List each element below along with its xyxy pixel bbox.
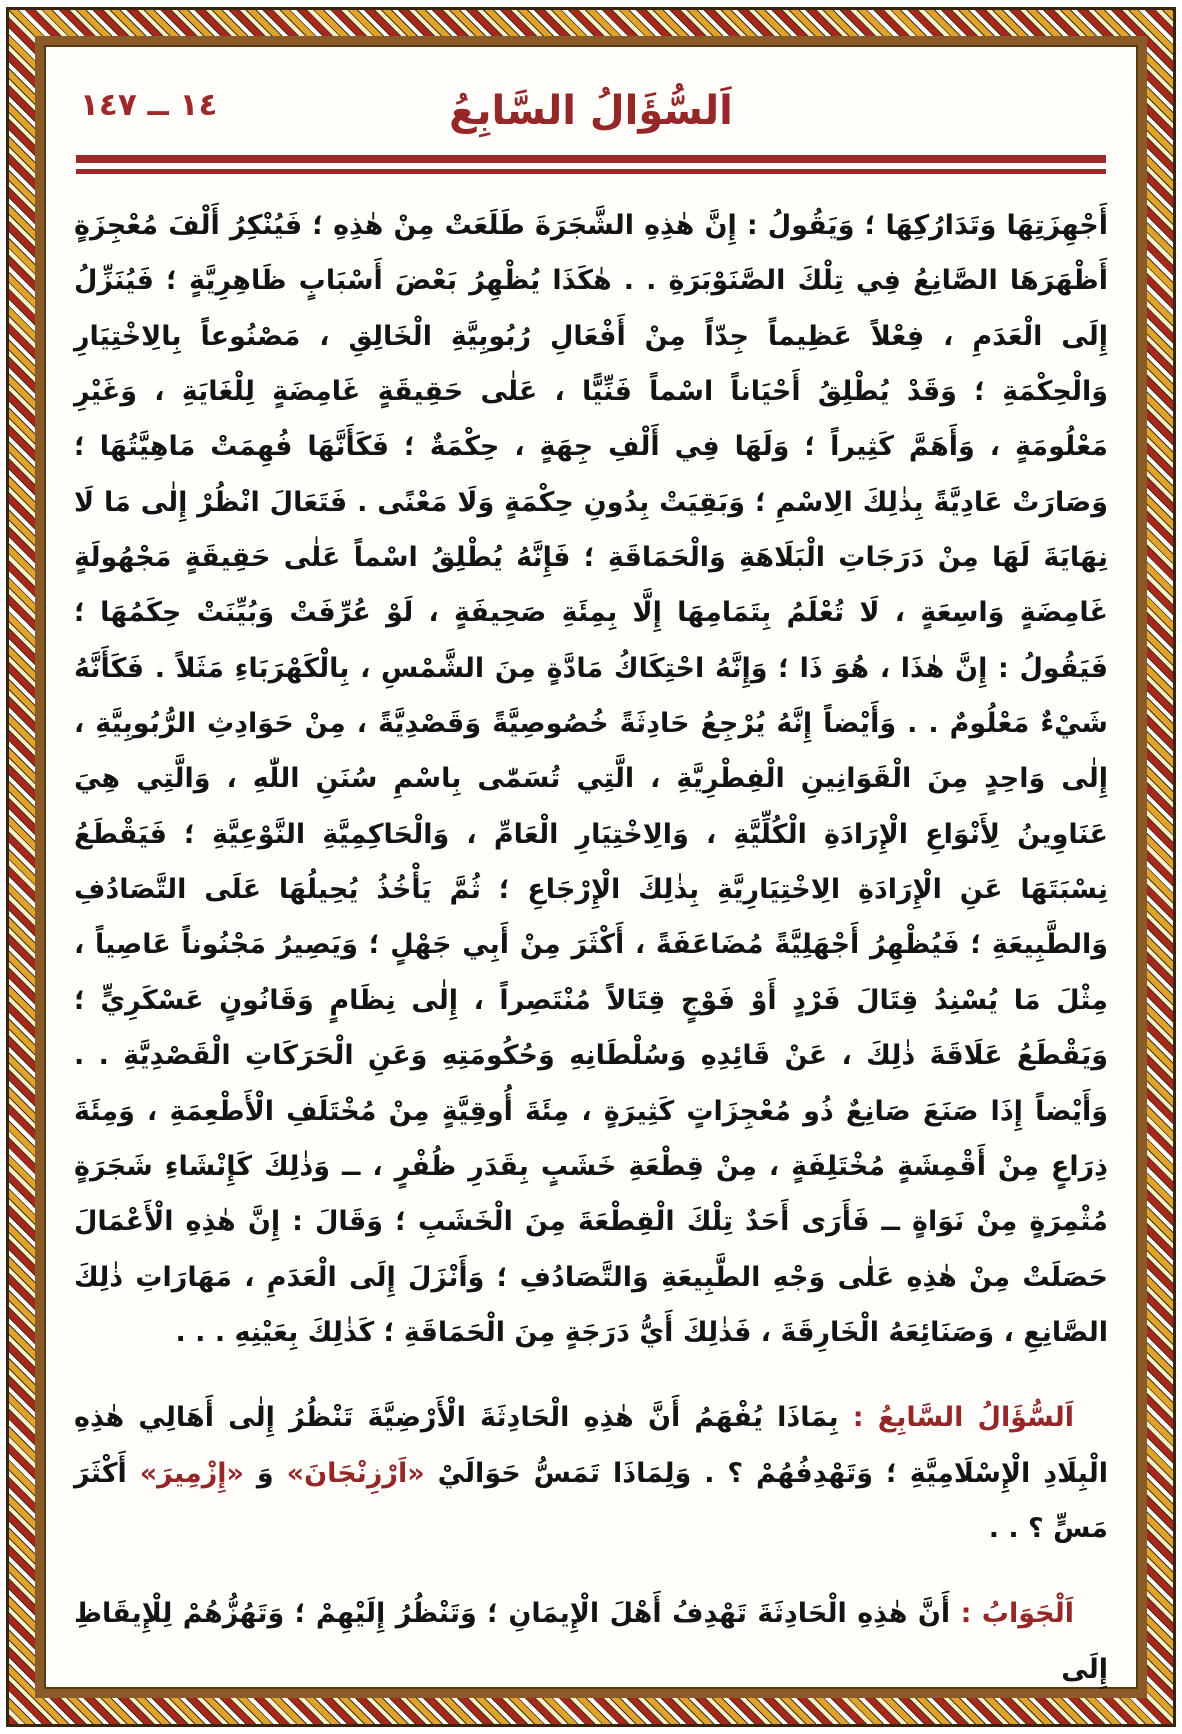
answer-label: اَلْجَوَابُ : [960,1598,1074,1630]
page-title: اَلسُّؤَالُ السَّابِعُ [449,88,733,134]
seventh-question-paragraph [74,1390,1108,1556]
page-content [44,45,1138,1689]
question-text-before: بِمَاذَا يُفْهَمُ أَنَّ هٰذِهِ الْحَادِثَةَ الْأَرْضِيَّةَ تَنْظُرُ إِلٰى أَهَالِي هٰذِهِ الْبِلَادِ الْإِسْلَامِيَّةِ ؛ وَتَهْدِفُهُمْ ؟ . وَلِمَاذَا تَمَسُّ حَوَالَيْ [74,1402,1108,1489]
city-name-erzincan: «اَرْزِنْجَانَ» [286,1457,425,1489]
ornamental-border-chain [9,10,1173,1724]
answer-text: أَنَّ هٰذِهِ الْحَادِثَةَ تَهْدِفُ أَهْلَ الْإِيمَانِ ؛ وَتَنْظُرُ إِلَيْهِمْ ؛ وَتَهُزُّهُمْ لِلْإِيقَاظِ إِلَى [74,1598,1108,1685]
question-text-after: أَكْثَرَ مَسٍّ ؟ . . [74,1457,1108,1544]
city-name-izmir: «إِزْمِيرَ» [139,1457,244,1489]
page-number: ١٤ ــ ١٤٧ [80,87,218,123]
divider-bottom-bar [76,169,1106,174]
answer-paragraph [74,1586,1108,1689]
page-header [74,79,1108,143]
ornamental-border-inner [35,36,1147,1698]
question-conjunction: وَ [243,1457,287,1489]
body-text [74,198,1108,1689]
question-label: اَلسُّؤَالُ السَّابِعُ : [852,1402,1074,1434]
divider-top-bar [76,155,1106,163]
ornamental-border-outer [6,7,1176,1727]
header-divider [76,155,1106,174]
continuation-paragraph: أَجْهِزَتِهَا وَتَدَارُكِهَا ؛ وَيَقُولُ : إِنَّ هٰذِهِ الشَّجَرَةَ طَلَعَتْ مِنْ هٰذِهِ ؛ فَيُنْكِرُ أَلْفَ مُعْجِزَةٍ أَظْهَرَهَا الصَّانِعُ فِي تِلْكَ الصَّنَوْبَرَةِ . . هٰكَذَا يُظْهِرُ بَعْضَ أَسْبَابٍ ظَاهِرِيَّةٍ ؛ فَيُنَزِّلُ إِلَى الْعَدَمِ ، فِعْلاً عَظِيماً جِدّاً مِنْ أَفْعَالِ رُبُوبِيَّةِ الْخَالِقِ ، مَصْنُوعاً بِالِاخْتِيَارِ وَالْحِكْمَةِ ؛ وَقَدْ يُطْلِقُ أَحْيَاناً اسْماً فَنِّيًّا ، عَلٰى حَقِيقَةٍ غَامِضَةٍ لِلْغَايَةِ ، وَغَيْرِ مَعْلُومَةٍ ، وَأَهَمَّ كَثِيراً ؛ وَلَهَا فِي أَلْفِ جِهَةٍ ، حِكْمَةٌ ؛ فَكَأَنَّهَا فُهِمَتْ مَاهِيَّتُهَا ؛ وَصَارَتْ عَادِيَّةً بِذٰلِكَ الِاسْمِ ؛ وَبَقِيَتْ بِدُونِ حِكْمَةٍ وَلَا مَعْنًى . فَتَعَالَ انْظُرْ إِلٰى مَا لَا نِهَايَةَ لَهَا مِنْ دَرَجَاتِ الْبَلَاهَةِ وَالْحَمَاقَةِ ؛ فَإِنَّهُ يُطْلِقُ اسْماً عَلٰى حَقِيقَةٍ مَجْهُولَةٍ غَامِضَةٍ وَاسِعَةٍ ، لَا تُعْلَمُ بِتَمَامِهَا إِلَّا بِمِئَةِ صَحِيفَةٍ ، لَوْ عُرِّفَتْ وَبُيِّنَتْ حِكَمُهَا ؛ فَيَقُولُ : إِنَّ هٰذَا ، هُوَ ذَا ؛ وَإِنَّهُ احْتِكَاكُ مَادَّةٍ مِنَ الشَّمْسِ ، بِالْكَهْرَبَاءِ مَثَلاً . فَكَأَنَّهُ شَيْءٌ مَعْلُومٌ . . وَأَيْضاً إِنَّهُ يُرْجِعُ حَادِثَةً خُصُوصِيَّةً وَقَصْدِيَّةً ، مِنْ حَوَادِثِ الرُّبُوبِيَّةِ ، إِلٰى وَاحِدٍ مِنَ الْقَوَانِينِ الْفِطْرِيَّةِ ، الَّتِي تُسَمّٰى بِاسْمِ سُنَنِ اللّٰهِ ، وَالَّتِي هِيَ عَنَاوِينُ لِأَنْوَاعِ الْإِرَادَةِ الْكُلِّيَّةِ ، وَالِاخْتِيَارِ الْعَامِّ ، وَالْحَاكِمِيَّةِ النَّوْعِيَّةِ ؛ فَيَقْطَعُ نِسْبَتَهَا عَنِ الْإِرَادَةِ الِاخْتِيَارِيَّةِ بِذٰلِكَ الْإِرْجَاعِ ؛ ثُمَّ يَأْخُذُ يُحِيلُهَا عَلَى التَّصَادُفِ وَالطَّبِيعَةِ ؛ فَيُظْهِرُ أَجْهَلِيَّةً مُضَاعَفَةً ، أَكْثَرَ مِنْ أَبِي جَهْلٍ ؛ وَيَصِيرُ مَجْنُوناً عَاصِياً ، مِثْلَ مَا يُسْنِدُ قِتَالَ فَرْدٍ أَوْ فَوْجٍ قِتَالاً مُنْتَصِراً ، إِلٰى نِظَامٍ وَقَانُونٍ عَسْكَرِيٍّ ؛ وَيَقْطَعُ عَلَاقَةَ ذٰلِكَ ، عَنْ قَائِدِهِ وَسُلْطَانِهِ وَحُكُومَتِهِ وَعَنِ الْحَرَكَاتِ الْقَصْدِيَّةِ . . وَأَيْضاً إِذَا صَنَعَ صَانِعٌ ذُو مُعْجِزَاتٍ كَثِيرَةٍ ، مِئَةَ أُوقِيَّةٍ مِنْ مُخْتَلَفِ الْأَطْعِمَةِ ، وَمِئَةَ ذِرَاعٍ مِنْ أَقْمِشَةٍ مُخْتَلِفَةٍ ، مِنْ قِطْعَةِ خَشَبٍ بِقَدَرِ ظُفْرٍ ، ــ وَذٰلِكَ كَإِنْشَاءِ شَجَرَةٍ مُثْمِرَةٍ مِنْ نَوَاةٍ ــ فَأَرَى أَحَدٌ تِلْكَ الْقِطْعَةَ مِنَ الْخَشَبِ ؛ وَقَالَ : إِنَّ هٰذِهِ الْأَعْمَالَ حَصَلَتْ مِنْ هٰذِهِ عَلٰى وَجْهِ الطَّبِيعَةِ وَالتَّصَادُفِ ؛ وَأَنْزَلَ إِلَى الْعَدَمِ ، مَهَارَاتِ ذٰلِكَ الصَّانِعِ ، وَصَنَائِعَهُ الْخَارِقَةَ ، فَذٰلِكَ أَيُّ دَرَجَةٍ مِنَ الْحَمَاقَةِ ؛ كَذٰلِكَ بِعَيْنِهِ . . . [74,210,1108,1348]
